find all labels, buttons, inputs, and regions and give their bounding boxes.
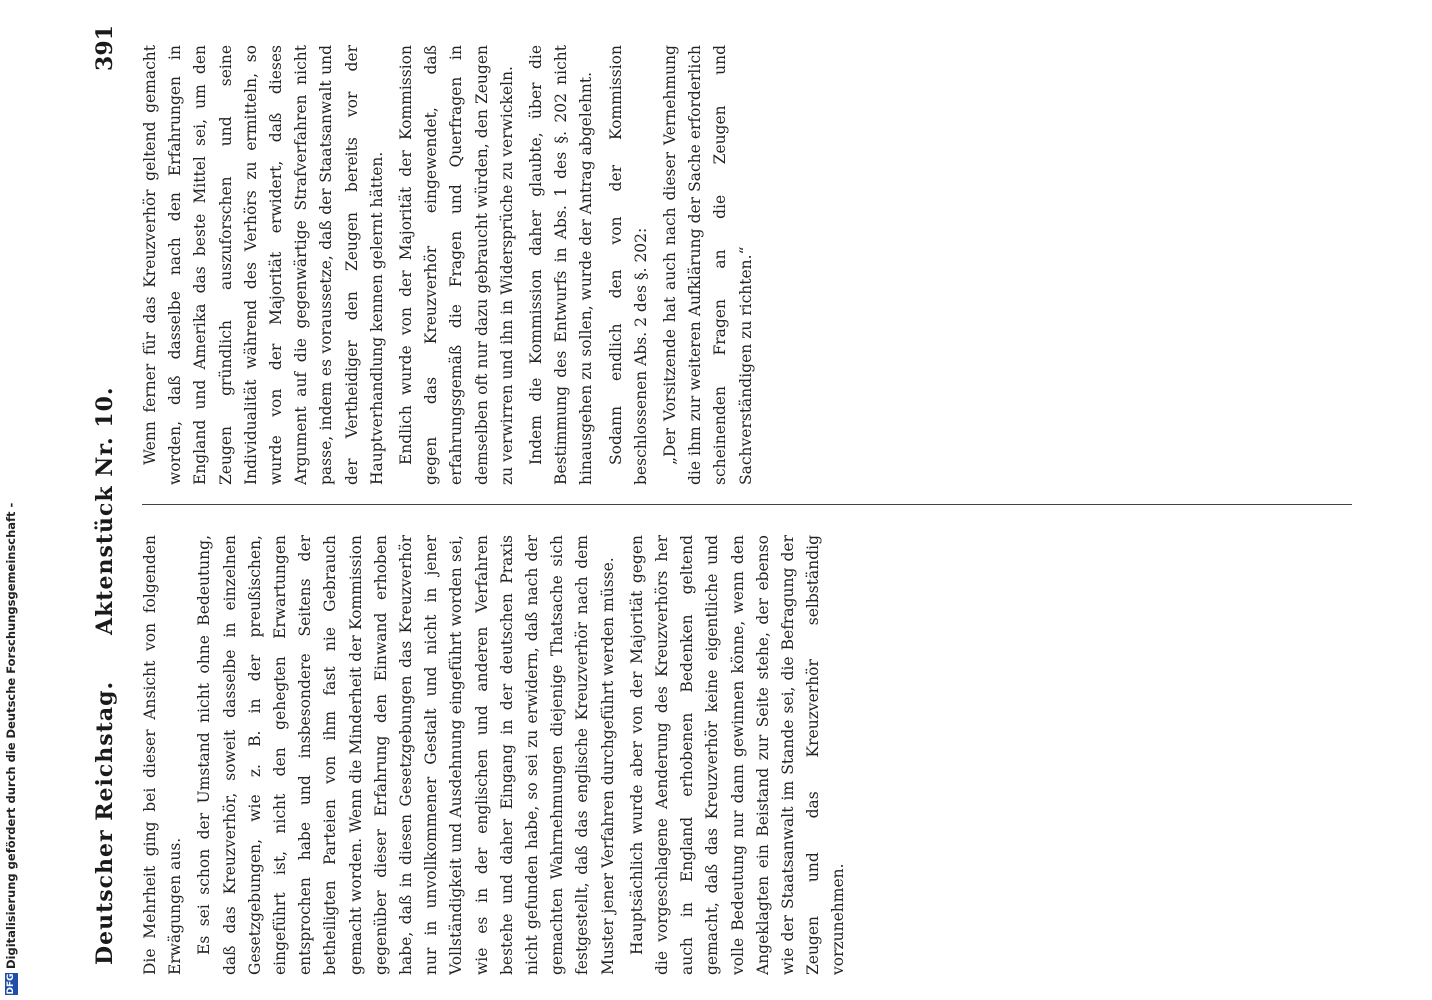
paragraph: Es sei schon der Umstand nicht ohne Bedeutung, daß das Kreuzverhör, soweit dasselbe in einzelnen Gesetzgebungen, wie z. B. in der preußischen, eingeführt ist, nicht den gehegten Erwartungen entsprochen habe und insbesondere Seitens der betheiligten Parteien von ihm fast nie Gebrauch gemacht worden. Wenn die Minderheit der Kommission gegenüber dieser Erfahrung den Einwand erhoben habe, daß in diesen Gesetzgebungen das Kreuzverhör nur in unvollkommener Gestalt und nicht in jener Vollständigkeit und Ausdehnung eingeführt worden sei, wie es in der englischen und anderen Verfahren bestehe und daher Eingang in der deutschen Praxis nicht gefunden habe, so sei zu erwidern, daß nach der gemachten Wahrnehmungen diejenige Thatsache sich festgestellt, daß das englische Kreuzverhör nach dem Muster jener Verfahren durchgeführt werden müsse. <box>195 535 617 975</box>
paragraph: Die Mehrheit ging bei dieser Ansicht von folgenden Erwägungen aus. <box>141 535 185 975</box>
paragraph: Indem die Kommission daher glaubte, über die Bestimmung des Entwurfs in Abs. 1 des §. 202 nicht hinausgehen zu sollen, wurde der Antrag abgelehnt. <box>527 45 596 485</box>
text-column-left <box>138 535 1368 975</box>
paragraph: Hauptsächlich wurde aber von der Majorität gegen die vorgeschlagene Aenderung des Kreuzverhörs her auch in England erhobenen Bedenken geltend gemacht, daß das Kreuzverhör keine eigentliche und volle Bedeutung nur dann gewinnen könne, wenn den Angeklagten ein Beistand zur Seite stehe, der ebenso wie der Staatsanwalt im Stande sei, die Befragung der Zeugen und das Kreuzverhör selbständig vorzunehmen. <box>627 535 848 975</box>
header-title: Deutscher Reichstag. <box>92 680 118 965</box>
page-number: 391 <box>92 25 118 71</box>
paragraph: Wenn ferner für das Kreuzverhör geltend gemacht worden, daß dasselbe nach den Erfahrungen in England und Amerika das beste Mittel sei, um den Zeugen gründlich auszuforschen und seine Individualität während des Verhörs zu ermitteln, so wurde von der Majorität erwidert, daß dieses Argument auf die gegenwärtige Strafverfahren nicht passe, indem es voraussetze, daß der Staatsanwalt und der Vertheidiger den Zeugen bereits vor der Hauptverhandlung kennen gelernt hätten. <box>141 45 386 485</box>
credit-text: Digitalisierung gefördert durch die Deutsche Forschungsgemeinschaft - <box>4 502 18 969</box>
column-divider <box>142 504 1352 505</box>
paragraph: Sodann endlich den von der Kommission beschlossenen Abs. 2 des §. 202: <box>606 45 650 485</box>
page-header <box>90 15 130 975</box>
text-column-right <box>138 45 1368 485</box>
paragraph: „Der Vorsitzende hat auch nach dieser Vernehmung die ihm zur weiteren Aufklärung der Sache erforderlich scheinenden Fragen an die Zeugen und Sachverständigen zu richten.“ <box>661 45 755 485</box>
paragraph: Endlich wurde von der Majorität der Kommission gegen das Kreuzverhör eingewendet, daß erfahrungsgemäß die Fragen und Querfragen in demselben oft nur dazu gebraucht würden, den Zeugen zu verwirren und ihn in Widersprüche zu verwickeln. <box>397 45 516 485</box>
rotated-page-content <box>90 15 1432 975</box>
dfg-logo-icon: DFG <box>6 973 16 995</box>
digitization-credit <box>4 502 22 995</box>
header-document-number: Aktenstück Nr. 10. <box>92 386 118 635</box>
